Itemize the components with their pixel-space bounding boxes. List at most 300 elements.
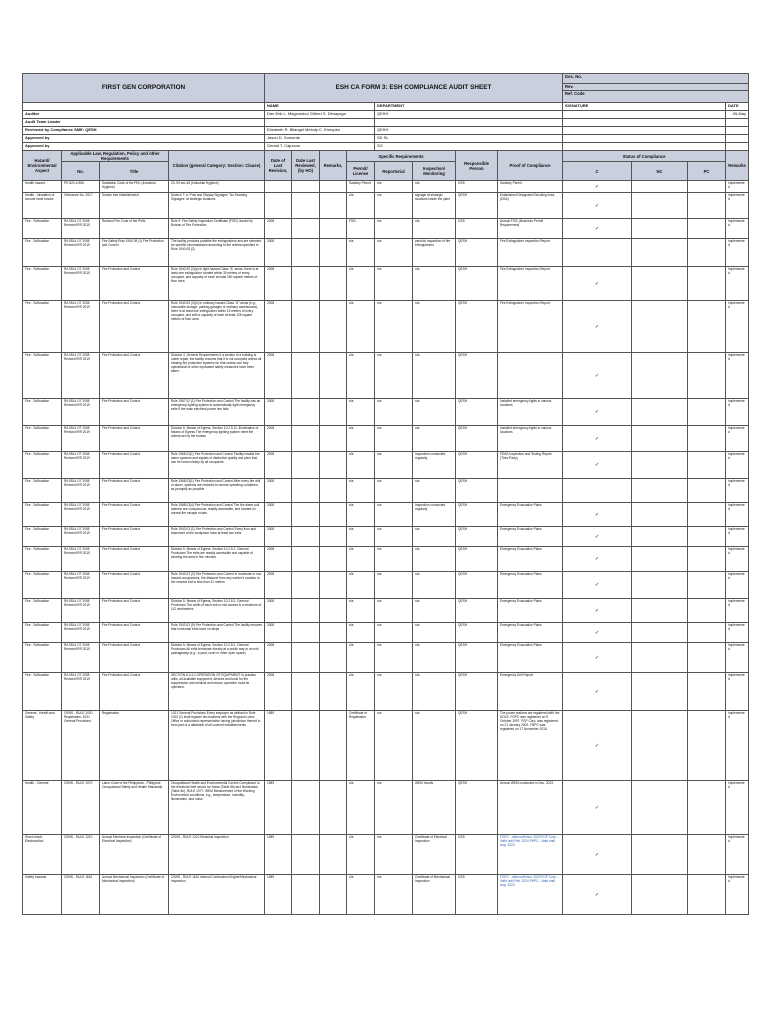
remarks-cell: Implemented — [726, 572, 749, 599]
table-row — [23, 547, 749, 572]
law-title-cell: Fire Protection and Control — [100, 599, 169, 623]
status-pc-cell — [688, 835, 726, 875]
reportorial-cell: n/a — [375, 572, 413, 599]
inspection-cell: n/a — [413, 219, 456, 239]
date-last-reviewed-header: Date Last Reviewed, (by HO) — [292, 151, 320, 181]
inspection-cell: Certificate of Mechanical Inspection — [413, 875, 456, 915]
reportorial-cell: n/a — [375, 193, 413, 219]
responsible-cell: QESH — [456, 503, 498, 527]
date-last-reviewed-cell — [292, 301, 320, 353]
specific-requirements-header: Specific Requirements — [347, 151, 456, 162]
law-no-cell: RA 9514 OT 2008 Revised IRR 2019 — [62, 239, 100, 267]
personnel-signature — [563, 119, 726, 127]
remarks-cell: Implemented — [726, 599, 749, 623]
status-nc-cell — [632, 479, 688, 503]
proof-cell: The power stations are registered with the DOLE. FGPC was registered on 9 October 1997. FGP Corp. was registered on 21 January 2002. FNPC was registered on 17 November 2016. — [498, 711, 563, 781]
law-title-cell: Fire Protection and Control — [100, 673, 169, 711]
personnel-role: Approved by — [23, 135, 265, 143]
reportorial-header: Reportorial — [375, 162, 413, 181]
remarks-col-cell — [320, 781, 347, 835]
remarks-col-cell — [320, 503, 347, 527]
hazard-cell: General - Health and Safety — [23, 711, 62, 781]
status-pc-cell — [688, 711, 726, 781]
status-nc-cell — [632, 527, 688, 547]
reportorial-cell: n/a — [375, 239, 413, 267]
citation-cell: OSHS - RULE 1210 Electrical Inspection — [169, 835, 265, 875]
hazard-cell: Fire - Suffocation — [23, 301, 62, 353]
proof-cell: Emergency Evacuation Plans — [498, 503, 563, 527]
hazard-cell: Fire - Suffocation — [23, 239, 62, 267]
law-no-cell: RA 9514 OT 2008 Revised IRR 2019 — [62, 527, 100, 547]
law-no-cell: RA 9514 OT 2008 Revised IRR 2019 — [62, 479, 100, 503]
form-title: ESH CA FORM 3: ESH COMPLIANCE AUDIT SHEET — [265, 74, 563, 103]
date-last-revision-header: Date of Last Revision, — [265, 151, 292, 181]
remarks-col-cell — [320, 399, 347, 426]
remarks-cell: Implemented — [726, 353, 749, 399]
table-row — [23, 452, 749, 479]
permit-cell: n/a — [347, 399, 375, 426]
status-nc-cell — [632, 181, 688, 193]
reportorial-cell: n/a — [375, 267, 413, 301]
remarks-col-cell — [320, 711, 347, 781]
date-last-reviewed-cell — [292, 623, 320, 643]
proof-cell: Installed emergency lights in various locations — [498, 399, 563, 426]
law-title-cell: Fire Protection and Control — [100, 426, 169, 452]
law-no-cell: PD 522 & 856 — [62, 181, 100, 193]
table-row — [23, 835, 749, 875]
table-row — [23, 673, 749, 711]
personnel-name: Jason D. Somonte — [265, 135, 375, 143]
table-row — [23, 643, 749, 673]
date-last-reviewed-cell — [292, 426, 320, 452]
proof-cell — [498, 353, 563, 399]
proof-cell: Fire Extinguisher Inspection Report — [498, 301, 563, 353]
law-title-cell: Sanitation Code of the Phil. (Industrial Hygiene) — [100, 181, 169, 193]
date-last-reviewed-cell — [292, 399, 320, 426]
personnel-date — [726, 143, 749, 151]
hazard-cell: Fire - Suffocation — [23, 503, 62, 527]
date-last-revision-cell: 2008 — [265, 452, 292, 479]
table-row — [23, 623, 749, 643]
status-nc-cell — [632, 781, 688, 835]
law-title-cell: Fire Protection and Control — [100, 301, 169, 353]
personnel-row — [23, 119, 749, 127]
date-last-reviewed-cell — [292, 781, 320, 835]
inspection-cell: n/a — [413, 643, 456, 673]
status-c-cell: ✓ — [563, 623, 632, 643]
status-c-cell: ✓ — [563, 301, 632, 353]
hazard-cell: Short circuit, Electrocution — [23, 835, 62, 875]
remarks-header: Remarks — [726, 151, 749, 181]
remarks-cell: Implemented — [726, 643, 749, 673]
permit-cell: n/a — [347, 673, 375, 711]
personnel-department: SG — [375, 143, 563, 151]
inspection-cell: WEM results — [413, 781, 456, 835]
permit-cell: n/a — [347, 835, 375, 875]
law-title-cell: Smoke free establishment — [100, 193, 169, 219]
responsible-cell: QESH — [456, 193, 498, 219]
responsible-cell: QESH — [456, 301, 498, 353]
status-pc-cell — [688, 399, 726, 426]
remarks-cell: Implemented — [726, 503, 749, 527]
status-nc-cell — [632, 353, 688, 399]
personnel-role: Auditor — [23, 111, 265, 119]
status-of-compliance-header: Status of Compliance — [563, 151, 726, 162]
remarks-cell: Implemented — [726, 239, 749, 267]
hazard-cell: Fire - Suffocation — [23, 527, 62, 547]
remarks-cell: Implemented — [726, 835, 749, 875]
permit-cell: n/a — [347, 572, 375, 599]
personnel-department — [375, 119, 563, 127]
permit-cell: n/a — [347, 643, 375, 673]
reportorial-cell: n/a — [375, 643, 413, 673]
law-no-cell: RA 9514 OT 2008 Revised IRR 2019 — [62, 301, 100, 353]
doc-no-label: Doc. No. — [563, 74, 749, 84]
law-title-cell: Fire Protection and Control — [100, 572, 169, 599]
proof-cell: Emergency Evacuation Plans — [498, 623, 563, 643]
date-last-revision-cell: 2008 — [265, 219, 292, 239]
personnel-name: Elizabeth R. Bilangel Melody C. Enriquez — [265, 127, 375, 135]
law-no-cell: RA 9514 OT 2008 Revised IRR 2019 — [62, 623, 100, 643]
remarks-cell: Implemented — [726, 711, 749, 781]
personnel-role: Audit Team Leader — [23, 119, 265, 127]
citation-cell: Rule 1940.05 (3)(b) In ordinary hazard Class "A" areas (e.g., mercantile storage, parking garages or ordinary warehouses), there is at least one extinguisher within 15 meters of every occupant, and with a capacity of each at least 125 square meters of floor area — [169, 301, 265, 353]
status-c-cell: ✓ — [563, 503, 632, 527]
law-no-cell: RA 9514 OT 2008 Revised IRR 2019 — [62, 599, 100, 623]
law-title-cell: Annual Mechanical Inspection (Certificate of Mechanical Inspection) — [100, 875, 169, 915]
hazard-cell: Fire - Suffocation — [23, 353, 62, 399]
inspection-cell: n/a — [413, 599, 456, 623]
table-row — [23, 503, 749, 527]
reportorial-cell: n/a — [375, 547, 413, 572]
date-last-revision-cell: 2008 — [265, 399, 292, 426]
responsible-cell: QESH — [456, 353, 498, 399]
hazard-cell: Fire - Suffocation — [23, 399, 62, 426]
status-pc-cell — [688, 572, 726, 599]
table-row — [23, 181, 749, 193]
reportorial-cell: n/a — [375, 399, 413, 426]
status-pc-cell — [688, 479, 726, 503]
permit-cell: n/a — [347, 193, 375, 219]
proof-cell: Emergency Evacuation Plans — [498, 572, 563, 599]
permit-cell: n/a — [347, 875, 375, 915]
proof-cell: Emergency Evacuation Plans — [498, 599, 563, 623]
status-pc-cell — [688, 452, 726, 479]
permit-cell: n/a — [347, 353, 375, 399]
status-pc-cell — [688, 239, 726, 267]
date-last-revision-cell: 2008 — [265, 572, 292, 599]
hazard-cell: Health hazard — [23, 181, 62, 193]
inspection-monitoring-header: Inspection/ Monitoring — [413, 162, 456, 181]
reportorial-cell: n/a — [375, 503, 413, 527]
remarks-cell: Implemented — [726, 301, 749, 353]
proof-cell: Fire Extinguisher Inspection Report — [498, 239, 563, 267]
law-title-cell: Fire Protection and Control — [100, 452, 169, 479]
responsible-cell: QESH — [456, 239, 498, 267]
date-last-reviewed-cell — [292, 835, 320, 875]
remarks-col-cell — [320, 599, 347, 623]
responsible-cell: QESH — [456, 452, 498, 479]
status-pc-cell — [688, 267, 726, 301]
inspection-cell: n/a — [413, 301, 456, 353]
reportorial-cell: n/a — [375, 479, 413, 503]
responsible-cell: QESH — [456, 643, 498, 673]
law-title-cell: Fire Safety Rule 1940.05 (1) Fire Protection and Control — [100, 239, 169, 267]
department-column-header: DEPARTMENT — [375, 103, 563, 111]
citation-cell: SECTION 6.0.4.2 OPERATION OF EQUIPMENT In practice drills, all available equipment, devices and tools for fire suppression and medical and rescue operation must be operated. — [169, 673, 265, 711]
responsible-person-header: Responsible Person — [456, 151, 498, 181]
law-no-cell: OSHS - RULE 1160 — [62, 875, 100, 915]
personnel-date — [726, 119, 749, 127]
remarks-cell: Implemented — [726, 673, 749, 711]
date-last-revision-cell: 2008 — [265, 599, 292, 623]
personnel-department: QESH — [375, 127, 563, 135]
responsible-cell: QESH — [456, 479, 498, 503]
status-nc-cell — [632, 835, 688, 875]
remarks-col-cell — [320, 426, 347, 452]
inspection-cell: signage at strategic locations inside the plant — [413, 193, 456, 219]
personnel-role: Reviewed by Compliance SME: QESH — [23, 127, 265, 135]
remarks-col-header: Remarks, — [320, 151, 347, 181]
remarks-cell: Implemented — [726, 267, 749, 301]
proof-cell: Emergency Evacuation Plans — [498, 643, 563, 673]
permit-cell: n/a — [347, 239, 375, 267]
law-title-cell: Fire Protection and Control — [100, 643, 169, 673]
hazard-cell: Fire - Suffocation — [23, 452, 62, 479]
citation-cell: Rule 1943.03 (1) Fire Protection and Control Every floor and basement of the workplace have at least two exits — [169, 527, 265, 547]
hazard-cell: Health - General — [23, 781, 62, 835]
proof-cell: Emergency Drill Report — [498, 673, 563, 711]
table-row — [23, 527, 749, 547]
personnel-name — [265, 119, 375, 127]
law-no-cell: RA 9514 OT 2008 Revised IRR 2019 — [62, 353, 100, 399]
citation-cell: Rule 1968.03(1) Fire Protection and Control Facility installs fire alarm systems and signals of distinctive quality and pitch that can be heard clearly by all occupants — [169, 452, 265, 479]
permit-cell: n/a — [347, 547, 375, 572]
inspection-cell: n/a — [413, 267, 456, 301]
inspection-cell: Certificate of Electrical Inspection — [413, 835, 456, 875]
proof-cell: Installed emergency lights in various locations — [498, 426, 563, 452]
citation-cell: Division 5. Means of Egress, Section 10.2.5.2. General Provisions The width of each exit or exit access is a minimum of 112 centimeters — [169, 599, 265, 623]
hazard-cell: Fire - Suffocation — [23, 219, 62, 239]
status-nc-cell — [632, 673, 688, 711]
personnel-row — [23, 127, 749, 135]
status-nc-cell — [632, 547, 688, 572]
date-last-revision-cell: 2008 — [265, 673, 292, 711]
date-last-reviewed-cell — [292, 572, 320, 599]
reportorial-cell: n/a — [375, 875, 413, 915]
permit-cell: Sanitary Permit — [347, 181, 375, 193]
status-pc-cell — [688, 547, 726, 572]
date-last-reviewed-cell — [292, 503, 320, 527]
inspection-cell: n/a — [413, 181, 456, 193]
inspection-cell: n/a — [413, 426, 456, 452]
status-pc-cell — [688, 623, 726, 643]
status-c-cell: ✓ — [563, 599, 632, 623]
personnel-row — [23, 111, 749, 119]
reportorial-cell: n/a — [375, 599, 413, 623]
table-row — [23, 781, 749, 835]
status-nc-cell — [632, 399, 688, 426]
reportorial-cell: n/a — [375, 527, 413, 547]
status-nc-cell — [632, 219, 688, 239]
proof-of-compliance-header: Proof of Compliance — [498, 151, 563, 181]
table-row — [23, 572, 749, 599]
status-c-cell: ✓ — [563, 426, 632, 452]
status-pc-cell — [688, 301, 726, 353]
remarks-col-cell — [320, 181, 347, 193]
citation-cell: Section 7: a. Post and Display Signages "No Smoking Signages" at strategic locations — [169, 193, 265, 219]
date-last-reviewed-cell — [292, 599, 320, 623]
date-last-revision-cell: 2008 — [265, 267, 292, 301]
permit-cell: n/a — [347, 301, 375, 353]
remarks-col-cell — [320, 673, 347, 711]
reportorial-cell: n/a — [375, 623, 413, 643]
proof-cell: Emergency Evacuation Plans — [498, 547, 563, 572]
remarks-col-cell — [320, 267, 347, 301]
personnel-row — [23, 143, 749, 151]
law-title-cell: Fire Protection and Control — [100, 623, 169, 643]
permit-cell: n/a — [347, 452, 375, 479]
citation-cell: Occupational Health and Environmental Control Compliance to the threshold limit values for Noise (Table 8b) and Illumination (Table 8c). RULE 1077: WEM Measurement of the Working Environment conditions, e.g., temperature, humidity, illumination, and noise. — [169, 781, 265, 835]
law-no-cell: OSHS - RULE 1070 — [62, 781, 100, 835]
remarks-cell: Implemented — [726, 426, 749, 452]
status-pc-cell — [688, 527, 726, 547]
date-last-revision-cell: 2008 — [265, 503, 292, 527]
personnel-department: SD SL — [375, 135, 563, 143]
permit-license-header: Permit/ License — [347, 162, 375, 181]
date-last-reviewed-cell — [292, 181, 320, 193]
personnel-name: Dan Erik L. Magcombo/ Gilbert S. Dimayuga — [265, 111, 375, 119]
status-nc-cell — [632, 193, 688, 219]
personnel-signature — [563, 135, 726, 143]
responsible-cell: QESH — [456, 599, 498, 623]
responsible-cell: QESH — [456, 781, 498, 835]
law-title-cell: Fire Protection and Control — [100, 527, 169, 547]
status-nc-cell — [632, 503, 688, 527]
law-no-cell: OSHS - RULE 1210 — [62, 835, 100, 875]
date-last-revision-cell: 2008 — [265, 426, 292, 452]
status-c-cell: ✓ — [563, 219, 632, 239]
law-no-cell: RA 9514 OT 2008 Revised IRR 2019 — [62, 219, 100, 239]
status-c-header: C — [563, 162, 632, 181]
status-c-cell: ✓ — [563, 267, 632, 301]
table-row — [23, 301, 749, 353]
hazard-cell: Fire - Suffocation — [23, 673, 62, 711]
inspection-cell: Inspection conducted regularly — [413, 503, 456, 527]
remarks-col-cell — [320, 547, 347, 572]
law-no-cell: Ordinance No. 2017 — [62, 193, 100, 219]
status-nc-cell — [632, 623, 688, 643]
status-pc-cell — [688, 193, 726, 219]
permit-cell: n/a — [347, 781, 375, 835]
signature-column-header: SIGNATURE — [563, 103, 726, 111]
law-no-cell: RA 9514 OT 2008 Revised IRR 2019 — [62, 547, 100, 572]
responsible-cell: QESH — [456, 673, 498, 711]
proof-cell: FGPC - Valid until Nov. 2023 FGP Corp. - Valid until Feb. 2024 FNPC - Valid until Aug. 2023 — [498, 835, 563, 875]
citation-cell: Ch.VII sec.45 (Industrial Hygiene) — [169, 181, 265, 193]
status-c-cell — [563, 239, 632, 267]
permit-cell: n/a — [347, 503, 375, 527]
personnel-row — [23, 135, 749, 143]
status-pc-cell — [688, 599, 726, 623]
citation-cell: OSHS - RULE 1160 Internal Combustion Engine/Mechanical Inspection — [169, 875, 265, 915]
remarks-cell: Implemented — [726, 399, 749, 426]
hazard-cell: Health - inhalation of second hand smoke — [23, 193, 62, 219]
remarks-col-cell — [320, 623, 347, 643]
reportorial-cell: n/a — [375, 353, 413, 399]
law-title-cell: Fire Protection and Control — [100, 479, 169, 503]
law-no-header: No. — [62, 162, 100, 181]
table-row — [23, 353, 749, 399]
reportorial-cell: n/a — [375, 219, 413, 239]
citation-cell: Rule 9. Fire Safety Inspection Certificate (FSIC) issued by Bureau of Fire Protection — [169, 219, 265, 239]
law-no-cell: RA 9514 OT 2008 Revised IRR 2019 — [62, 452, 100, 479]
law-title-cell: Annual Electrical Inspection (Certificate of Electrical Inspection) — [100, 835, 169, 875]
remarks-col-cell — [320, 643, 347, 673]
citation-cell: Rule 1968.03(4) Fire Protection and Control The fire alarm pull stations are conspicuous, readily accessible, and located on normal fire escape routes — [169, 503, 265, 527]
date-last-revision-cell: 1989 — [265, 781, 292, 835]
name-column-header: NAME — [265, 103, 375, 111]
citation-cell: Rule 1943.03 (3) Fire Protection and Control In moderate or low hazard occupancies, the distance from any worker's location to the nearest exit is less than 31 meters — [169, 572, 265, 599]
law-title-cell: Fire Protection and Control — [100, 503, 169, 527]
law-no-cell: RA 9514 OT 2008 Revised IRR 2019 — [62, 673, 100, 711]
status-pc-cell — [688, 503, 726, 527]
status-c-cell: ✓ — [563, 527, 632, 547]
remarks-cell: Implemented — [726, 547, 749, 572]
law-title-cell: Fire Protection and Control — [100, 547, 169, 572]
date-last-revision-cell — [265, 181, 292, 193]
hazard-cell: Fire - Suffocation — [23, 547, 62, 572]
law-title-cell: Fire Protection and Control — [100, 267, 169, 301]
table-row — [23, 479, 749, 503]
responsible-cell: QESH — [456, 426, 498, 452]
status-nc-cell — [632, 426, 688, 452]
date-last-revision-cell: 2008 — [265, 239, 292, 267]
citation-cell: Division 5. Means of Egress, Section 10.2.5.11. Illumination of Means of Egress The emergency lighting system meet the criteria set by the bureau — [169, 426, 265, 452]
status-c-cell: ✓ — [563, 452, 632, 479]
date-last-revision-cell: 2008 — [265, 643, 292, 673]
personnel-date — [726, 135, 749, 143]
remarks-col-cell — [320, 835, 347, 875]
remarks-col-cell — [320, 193, 347, 219]
status-c-cell: ✓ — [563, 875, 632, 915]
law-no-cell: RA 9514 OT 2008 Revised IRR 2019 — [62, 503, 100, 527]
status-nc-header: NC — [632, 162, 688, 181]
reportorial-cell: n/a — [375, 781, 413, 835]
date-last-revision-cell: 2008 — [265, 353, 292, 399]
remarks-col-cell — [320, 219, 347, 239]
citation-cell: 1021 General Provisions Every employer as defined in Rule 1002 (1) shall register his business with the Regional Labor Office or authorized representative having jurisdiction thereof to form part of a databank of all covered establishments — [169, 711, 265, 781]
proof-cell — [498, 479, 563, 503]
status-c-cell: ✓ — [563, 399, 632, 426]
status-nc-cell — [632, 301, 688, 353]
law-no-cell: OSHS - RULE 1020 Registration, 1021 General Provisions — [62, 711, 100, 781]
proof-cell: Established Designated Smoking Area (DSA) — [498, 193, 563, 219]
personnel-date — [726, 127, 749, 135]
rev-label: Rev. — [563, 84, 749, 91]
remarks-col-cell — [320, 479, 347, 503]
applicable-law-header: Applicable Law, Regulation, Policy and other Requirements — [62, 151, 169, 162]
personnel-date: 05-May — [726, 111, 749, 119]
inspection-cell: n/a — [413, 572, 456, 599]
inspection-cell: periodic inspection of fire extinguishers — [413, 239, 456, 267]
inspection-cell: n/a — [413, 399, 456, 426]
hazard-cell: Fire - Suffocation — [23, 599, 62, 623]
responsible-cell: QESH — [456, 399, 498, 426]
date-last-reviewed-cell — [292, 219, 320, 239]
proof-cell: Annual WEM conducted in Dec. 2023 — [498, 781, 563, 835]
inspection-cell: n/a — [413, 623, 456, 643]
